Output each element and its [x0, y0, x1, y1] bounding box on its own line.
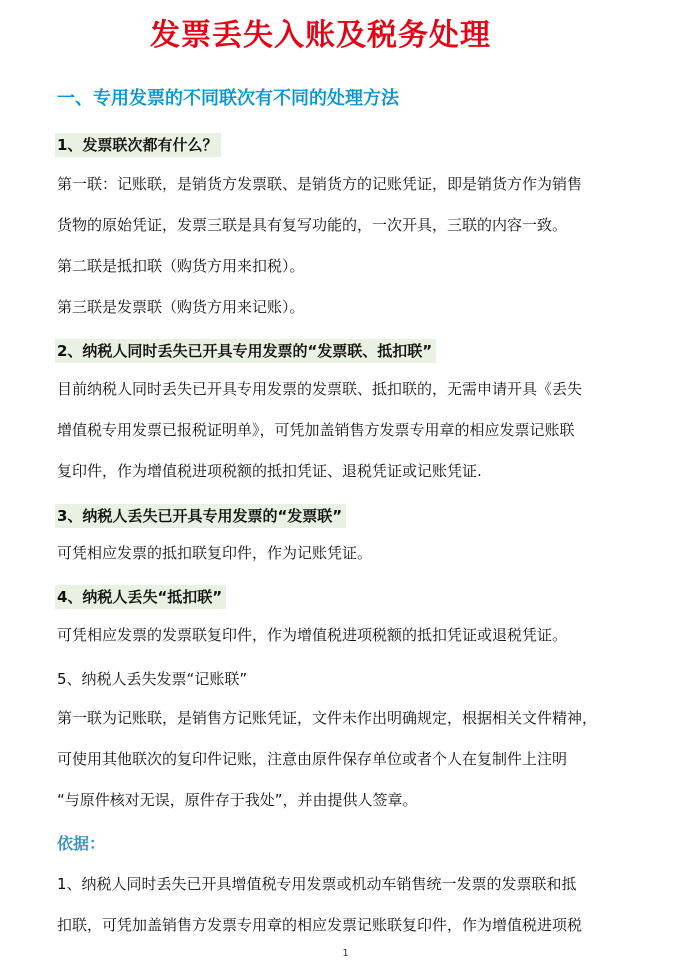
subheading-lost-invoice-copy: 3、纳税人丢失已开具专用发票的“发票联”: [55, 504, 346, 528]
paragraph-line: 货物的原始凭证，发票三联是具有复写功能的，一次开具，三联的内容一致。: [57, 216, 568, 234]
section-heading: 一、专用发票的不同联次有不同的处理方法: [57, 88, 399, 109]
paragraph-line: 可凭相应发票的发票联复印件，作为增值税进项税额的抵扣凭证或退税凭证。: [57, 626, 568, 644]
paragraph-line: 复印件，作为增值税进项税额的抵扣凭证、退税凭证或记账凭证.: [57, 462, 482, 480]
page-number: 1: [342, 948, 349, 959]
paragraph-lost-deduction-copy: [57, 615, 617, 656]
subheading-lost-both: 2、纳税人同时丢失已开具专用发票的“发票联、抵扣联”: [55, 339, 436, 363]
paragraph-lost-invoice-copy: [57, 533, 617, 574]
subheading-lost-deduction-copy: 4、纳税人丢失“抵扣联”: [55, 585, 226, 609]
subheading-lost-bookkeeping-copy: 5、纳税人丢失发票“记账联”: [57, 670, 248, 688]
paragraph-lost-both: [57, 369, 617, 492]
paragraph-line: “与原件核对无误，原件存于我处”，并由提供人签章。: [57, 791, 418, 809]
basis-label: 依据：: [57, 834, 106, 853]
paragraph-line: 第一联：记账联，是销货方发票联、是销货方的记账凭证，即是销货方作为销售: [57, 175, 583, 193]
paragraph-line: 扣联，可凭加盖销售方发票专用章的相应发票记账联复印件，作为增值税进项税: [57, 916, 583, 934]
paragraph-line: 第一联为记账联，是销售方记账凭证，文件未作出明确规定，根据相关文件精神，: [57, 709, 598, 727]
paragraph-line: 可凭相应发票的抵扣联复印件，作为记账凭证。: [57, 544, 373, 562]
page-title: 发票丢失入账及税务处理: [150, 18, 491, 53]
paragraph-line: 第三联是发票联（购货方用来记账）。: [57, 298, 305, 316]
paragraph-line: 可使用其他联次的复印件记账，注意由原件保存单位或者个人在复制件上注明: [57, 750, 568, 768]
paragraph-basis: [57, 864, 617, 946]
paragraph-lost-bookkeeping-copy: [57, 698, 617, 821]
paragraph-line: 增值税专用发票已报税证明单》，可凭加盖销售方发票专用章的相应发票记账联: [57, 421, 575, 439]
paragraph-line: 第二联是抵扣联（购货方用来扣税）。: [57, 257, 305, 275]
paragraph-line: 1、纳税人同时丢失已开具增值税专用发票或机动车销售统一发票的发票联和抵: [57, 875, 577, 893]
paragraph-line: 目前纳税人同时丢失已开具专用发票的发票联、抵扣联的，无需申请开具《丢失: [57, 380, 583, 398]
paragraph-invoice-copies: [57, 164, 617, 328]
subheading-invoice-copies: 1、发票联次都有什么？: [55, 133, 221, 157]
